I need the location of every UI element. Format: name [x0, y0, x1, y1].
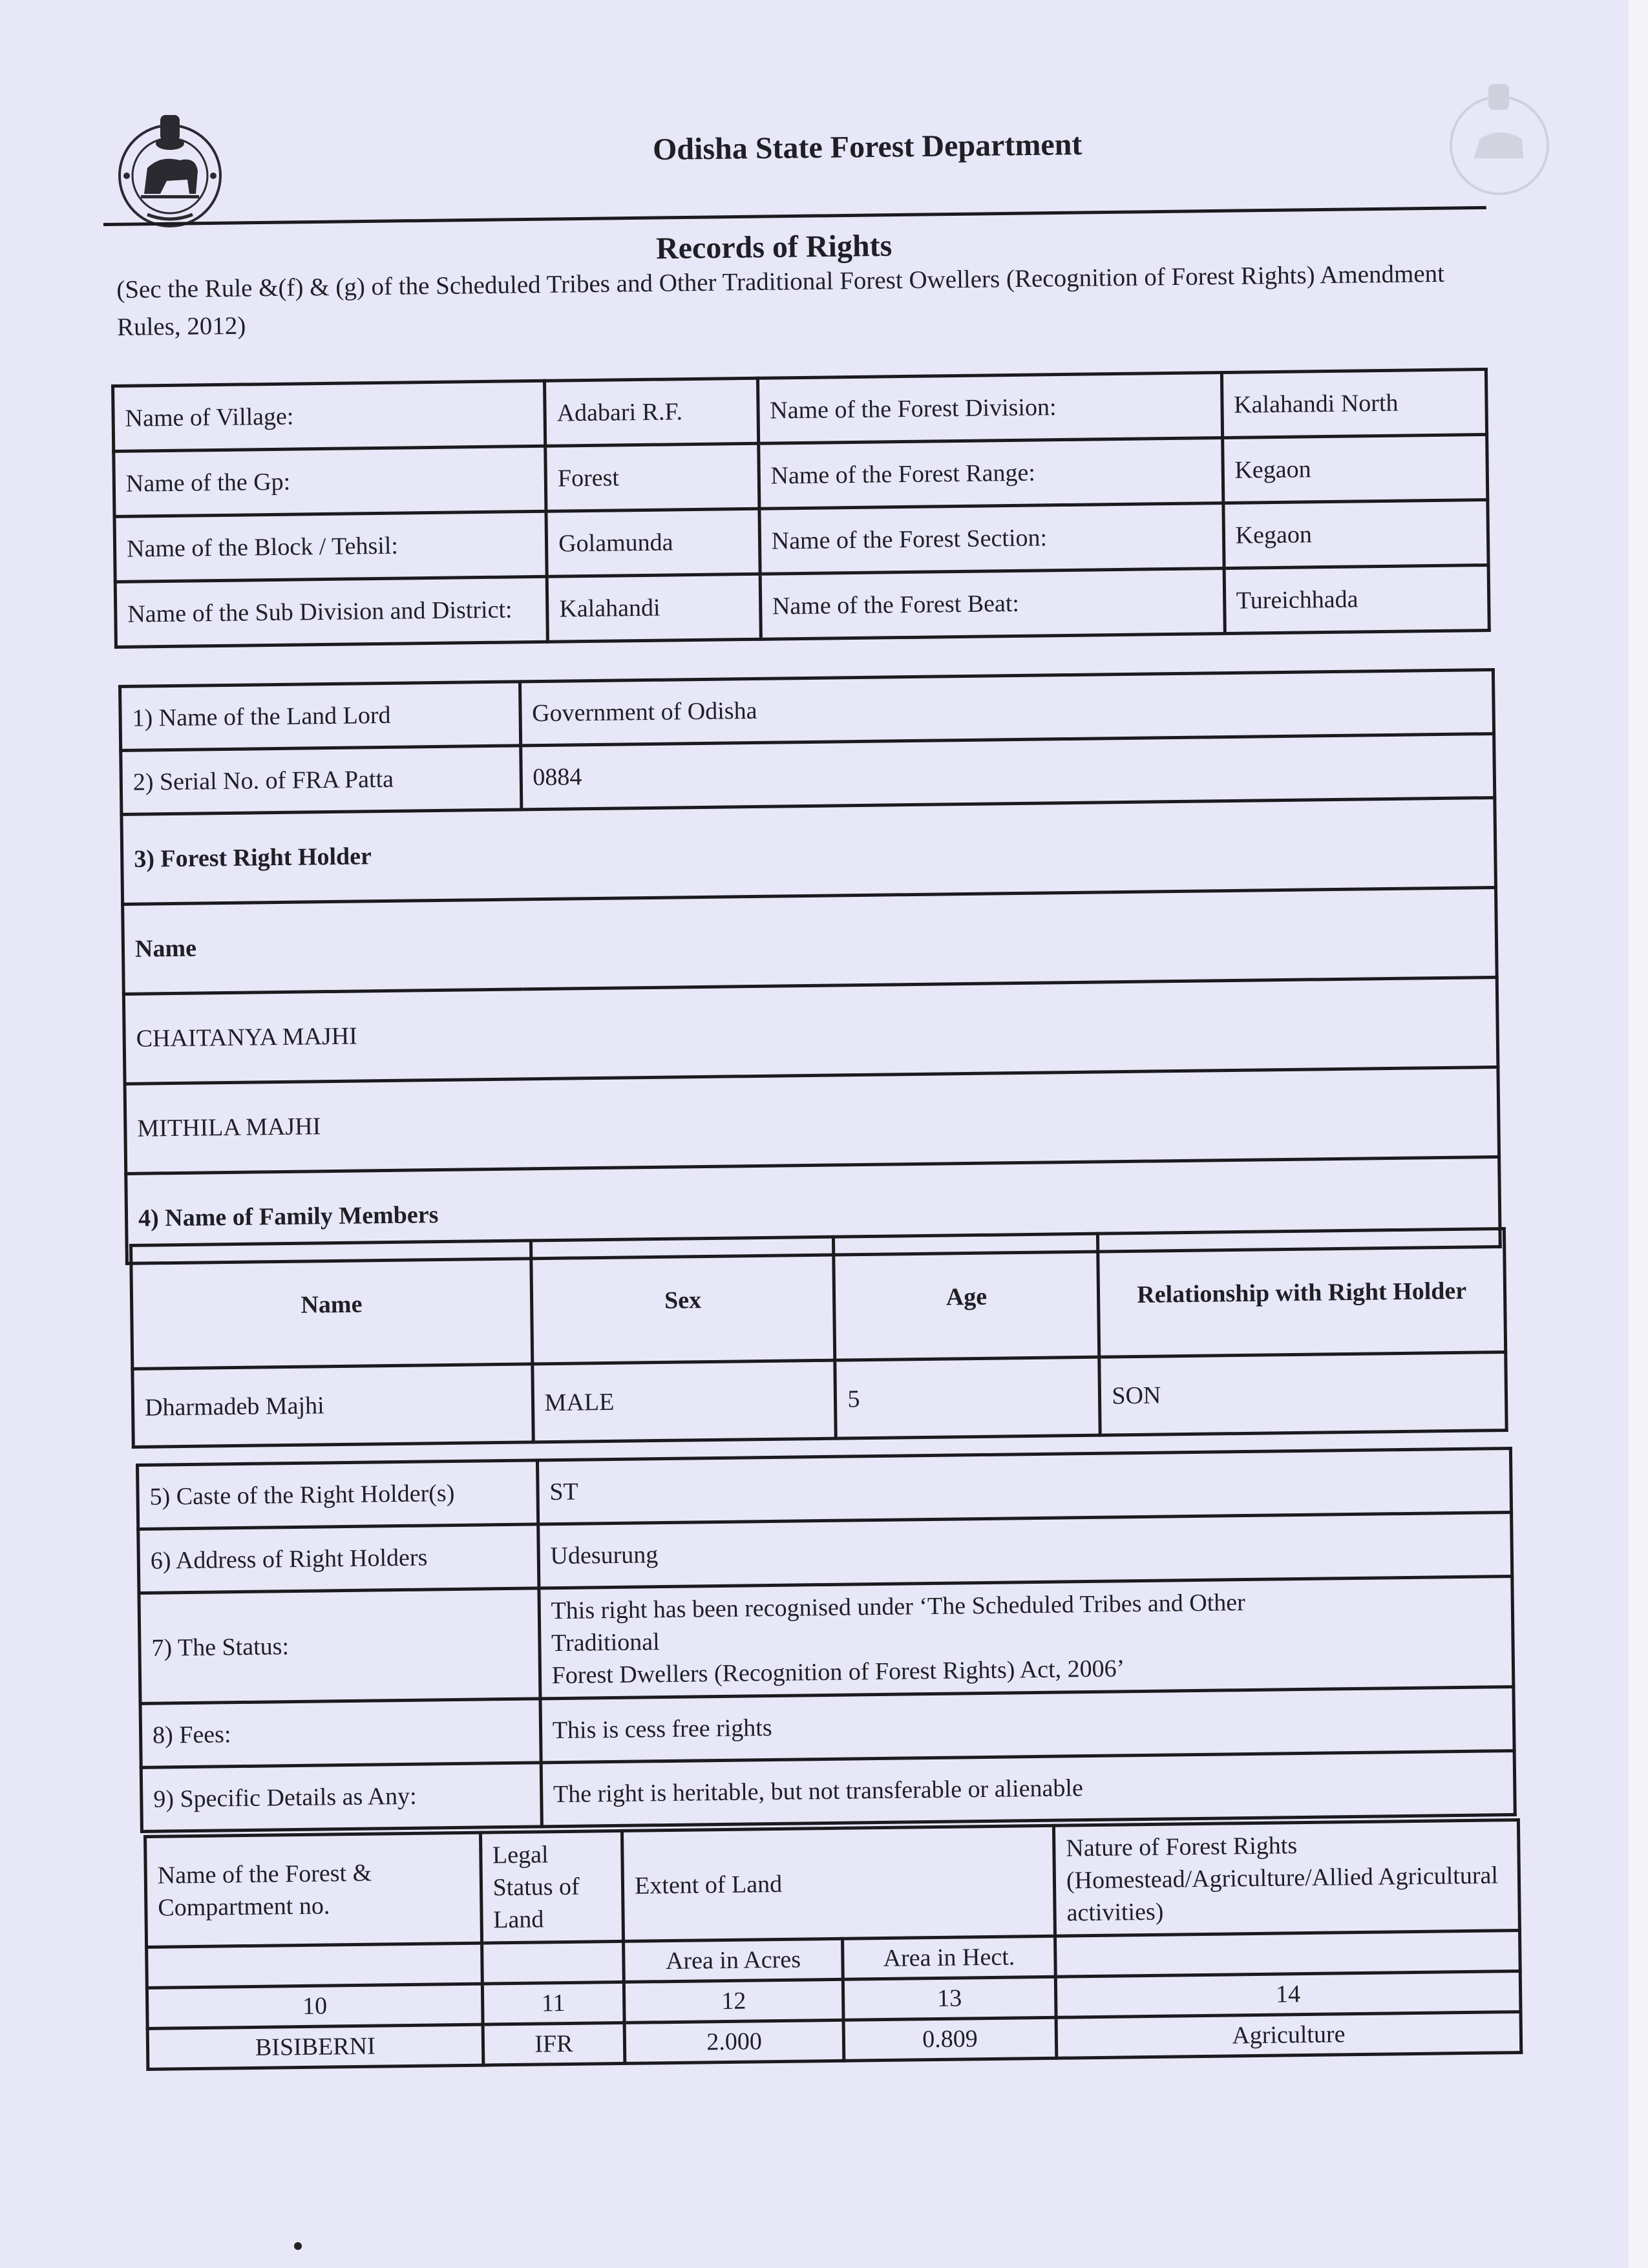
rights-table — [118, 668, 1502, 1265]
holder-heading: 3) Forest Right Holder — [121, 797, 1496, 904]
nature-value: Agriculture — [1056, 2011, 1521, 2058]
member-age: 5 — [835, 1357, 1100, 1438]
gp-label: Name of the Gp: — [114, 446, 546, 516]
forest-section-label: Name of the Forest Section: — [759, 503, 1224, 574]
status-label: 7) The Status: — [139, 1588, 540, 1704]
specific-details-label: 9) Specific Details as Any: — [141, 1763, 542, 1832]
subdivision-district-label: Name of the Sub Division and District: — [115, 576, 547, 647]
caste-label: 5) Caste of the Right Holder(s) — [138, 1460, 538, 1529]
legal-status-header: Legal Status of Land — [480, 1831, 624, 1943]
faded-emblem-icon — [1444, 81, 1554, 197]
member-sex: MALE — [532, 1360, 836, 1442]
column-number: 13 — [843, 1977, 1056, 2020]
ink-speck — [294, 2242, 302, 2250]
legal-status-value: IFR — [483, 2022, 625, 2065]
member-name: Dharmadeb Majhi — [132, 1364, 533, 1447]
forest-name-value: BISIBERNI — [147, 2024, 483, 2069]
subdivision-district-value: Kalahandi — [547, 574, 761, 642]
table-row — [123, 887, 1497, 994]
table-row — [132, 1352, 1506, 1447]
status-line: Forest Dwellers (Recognition of Forest Rights) Act, 2006’ — [551, 1655, 1125, 1690]
gp-value: Forest — [545, 443, 759, 511]
column-header: Relationship with Right Holder — [1098, 1229, 1506, 1358]
column-number: 10 — [147, 1984, 482, 2028]
table-row — [139, 1576, 1514, 1703]
caste-value: ST — [537, 1449, 1511, 1524]
address-label: 6) Address of Right Holders — [138, 1524, 539, 1593]
village-value: Adabari R.F. — [545, 378, 759, 446]
member-relationship: SON — [1099, 1352, 1506, 1435]
column-number: 12 — [624, 1979, 843, 2022]
serial-label: 2) Serial No. of FRA Patta — [121, 746, 522, 815]
serial-value: 0884 — [520, 734, 1494, 810]
status-line: This right has been recognised under ‘The Scheduled Tribes and Other — [551, 1589, 1246, 1625]
hect-value: 0.809 — [843, 2017, 1057, 2061]
department-title: Odisha State Forest Department — [652, 127, 1083, 167]
table-row — [123, 977, 1498, 1084]
odisha-emblem-icon — [115, 103, 225, 233]
nature-header: Nature of Forest Rights (Homestead/Agriculture/Allied Agricultural activities) — [1053, 1820, 1519, 1937]
block-tehsil-value: Golamunda — [546, 509, 760, 576]
landlord-value: Government of Odisha — [520, 670, 1494, 746]
table-header-row — [145, 1820, 1520, 1948]
landlord-label: 1) Name of the Land Lord — [120, 682, 521, 751]
village-label: Name of Village: — [113, 381, 545, 451]
block-tehsil-label: Name of the Block / Tehsil: — [114, 511, 547, 582]
table-header-row — [131, 1229, 1506, 1369]
table-row — [121, 797, 1496, 904]
column-header: Age — [834, 1234, 1099, 1360]
page-edge — [1629, 0, 1648, 2268]
forest-beat-label: Name of the Forest Beat: — [760, 568, 1225, 639]
forest-range-value: Kegaon — [1222, 435, 1488, 503]
fees-value: This is cess free rights — [540, 1686, 1514, 1762]
forest-section-value: Kegaon — [1223, 499, 1489, 568]
status-value — [539, 1576, 1514, 1698]
status-line: Traditional — [551, 1628, 660, 1657]
holder-name: MITHILA MAJHI — [125, 1067, 1499, 1173]
specific-details-value: The right is heritable, but not transferable or alienable — [541, 1750, 1515, 1826]
forest-division-label: Name of the Forest Division: — [757, 373, 1222, 444]
extent-header: Extent of Land — [622, 1825, 1055, 1941]
details-table — [136, 1447, 1517, 1833]
forest-division-value: Kalahandi North — [1221, 370, 1487, 438]
empty-cell — [481, 1941, 624, 1984]
family-table — [129, 1227, 1508, 1449]
holder-name: CHAITANYA MAJHI — [123, 977, 1498, 1084]
hect-header: Area in Hect. — [843, 1936, 1056, 1979]
fees-label: 8) Fees: — [140, 1699, 541, 1768]
table-row — [125, 1067, 1499, 1173]
acres-value: 2.000 — [624, 2020, 844, 2063]
family-heading: 4) Name of Family Members — [126, 1157, 1501, 1263]
location-table — [111, 368, 1491, 649]
column-number: 11 — [482, 1982, 624, 2024]
forest-range-label: Name of the Forest Range: — [758, 438, 1223, 509]
column-number: 14 — [1055, 1971, 1521, 2017]
name-heading: Name — [123, 887, 1497, 994]
document-title: Records of Rights — [655, 228, 893, 266]
forest-name-header: Name of the Forest & Compartment no. — [145, 1832, 482, 1947]
acres-header: Area in Acres — [624, 1938, 843, 1982]
column-header: Sex — [531, 1237, 835, 1364]
address-value: Udesurung — [538, 1513, 1512, 1588]
preamble-text: (Sec the Rule &(f) & (g) of the Scheduled Tribes and Other Traditional Forest Owellers (Recognition of Forest Rights) Amendment Rules, 2012) — [116, 259, 1445, 341]
column-header: Name — [131, 1241, 533, 1369]
forest-beat-value: Tureichhada — [1224, 565, 1490, 633]
land-table — [143, 1818, 1523, 2071]
empty-cell — [1055, 1930, 1521, 1977]
empty-cell — [147, 1943, 482, 1988]
